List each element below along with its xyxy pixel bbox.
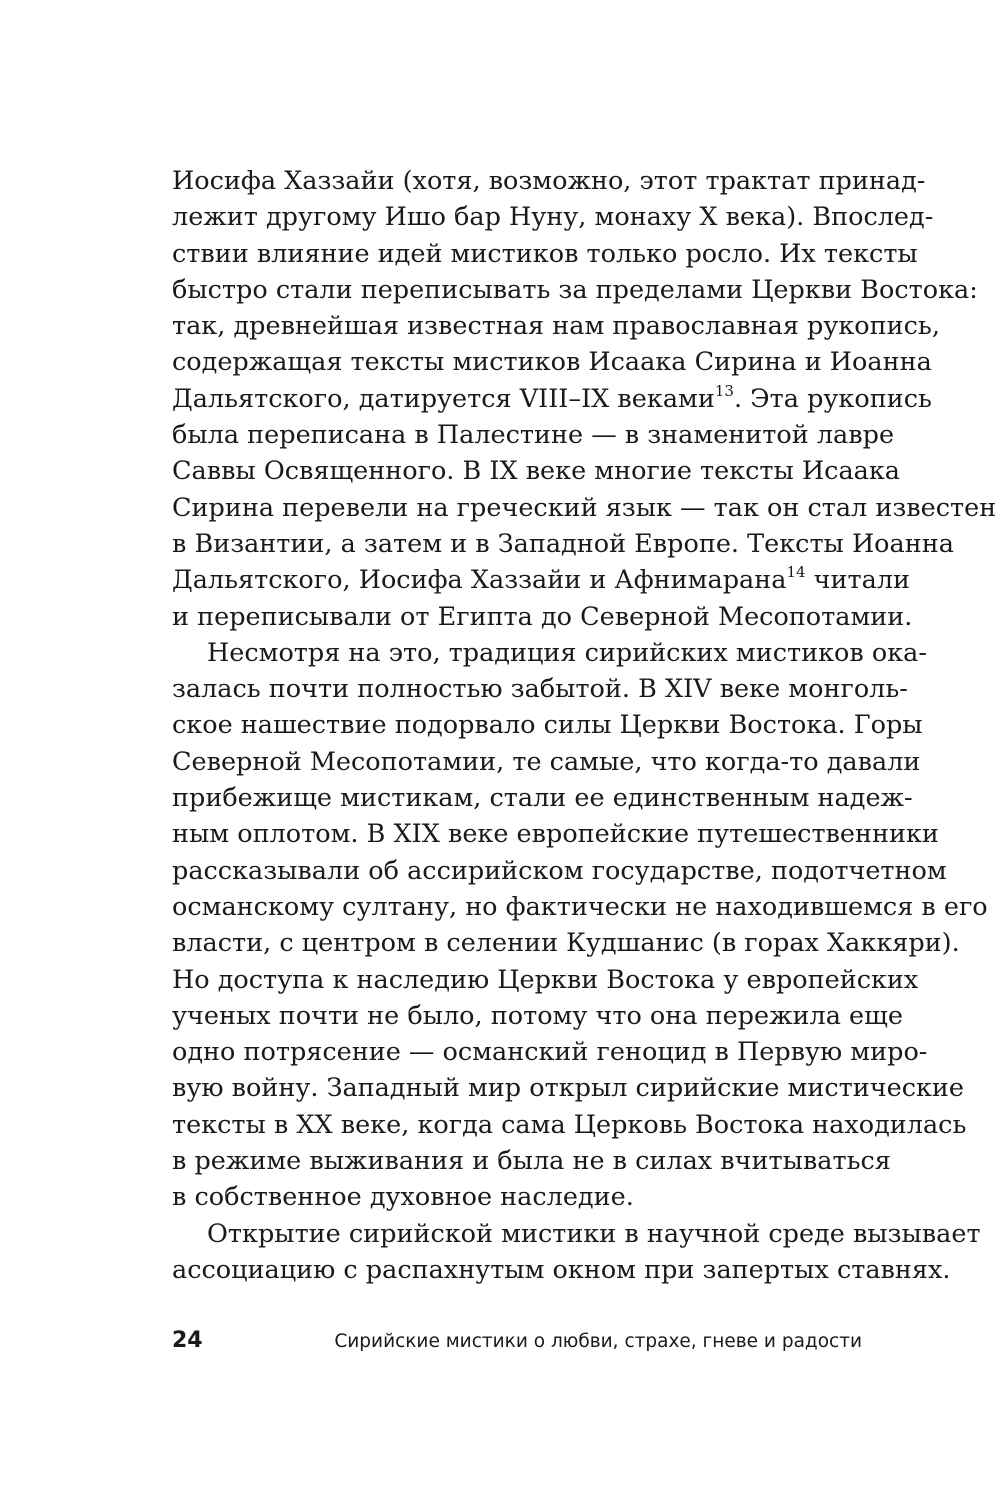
text-line: в режиме выживания и была не в силах вчитываться: [172, 1146, 891, 1177]
text-line: ассоциацию с распахнутым окном при запертых ставнях.: [172, 1254, 951, 1285]
line-text: . Эта рукопись: [733, 383, 932, 414]
text-line: рассказывали об ассирийском государстве, подотчетном: [172, 855, 947, 886]
text-line: ным оплотом. В XIX веке европейские путешественники: [172, 819, 939, 850]
text-line: [172, 562, 911, 598]
text-line: власти, с центром в селении Кудшанис (в горах Хаккяри).: [172, 928, 960, 959]
line-text: читали: [805, 565, 911, 596]
text-line: залась почти полностью забытой. В XIV веке монголь-: [172, 674, 908, 705]
text-line: тексты в XX веке, когда сама Церковь Востока находилась: [172, 1109, 967, 1140]
text-line: ское нашествие подорвало силы Церкви Востока. Горы: [172, 710, 923, 741]
page-number: 24: [172, 1328, 203, 1353]
text-line: ствии влияние идей мистиков только росло. Их тексты: [172, 238, 918, 269]
line-text: Дальятского, датируется VIII–IX веками: [172, 383, 715, 414]
text-line: в Византии, а затем и в Западной Европе. Тексты Иоанна: [172, 528, 954, 559]
text-line: Иосифа Хаззайи (хотя, возможно, этот трактат принад-: [172, 166, 926, 196]
text-line: [172, 381, 932, 417]
text-line: прибежище мистикам, стали ее единственным надеж-: [172, 783, 913, 814]
text-line: быстро стали переписывать за пределами Церкви Востока:: [172, 274, 978, 305]
text-line: Открытие сирийской мистики в научной среде вызывает: [207, 1218, 981, 1249]
footnote-ref-14[interactable]: 14: [786, 563, 806, 582]
text-line: османскому султану, но фактически не находившемся в его: [172, 891, 988, 922]
text-line: была переписана в Палестине — в знаменитой лавре: [172, 420, 895, 451]
text-line: так, древнейшая известная нам православная рукопись,: [172, 311, 940, 342]
footnote-ref-13[interactable]: 13: [714, 381, 734, 400]
text-line: содержащая тексты мистиков Исаака Сирина и Иоанна: [172, 347, 932, 378]
running-title: Сирийские мистики о любви, страхе, гневе и радости: [334, 1331, 862, 1352]
text-line: Но доступа к наследию Церкви Востока у европейских: [172, 964, 919, 995]
text-line: вую войну. Западный мир открыл сирийские мистические: [172, 1073, 965, 1104]
text-line: и переписывали от Египта до Северной Месопотамии.: [172, 601, 913, 632]
text-line: одно потрясение — османский геноцид в Первую миро-: [172, 1037, 928, 1068]
text-line: ученых почти не было, потому что она пережила еще: [172, 1000, 903, 1031]
line-text: Дальятского, Иосифа Хаззайи и Афнимарана: [172, 565, 787, 596]
text-line: Северной Месопотамии, те самые, что когда-то давали: [172, 746, 921, 777]
body-text: [172, 163, 997, 1288]
text-line: лежит другому Ишо бар Нуну, монаху X века). Впослед-: [172, 202, 934, 233]
text-line: Несмотря на это, традиция сирийских мистиков ока-: [207, 637, 927, 668]
text-line: Сирина перевели на греческий язык — так он стал известен: [172, 492, 997, 523]
text-line: Саввы Освященного. В IX веке многие тексты Исаака: [172, 456, 901, 487]
text-line: в собственное духовное наследие.: [172, 1182, 634, 1213]
